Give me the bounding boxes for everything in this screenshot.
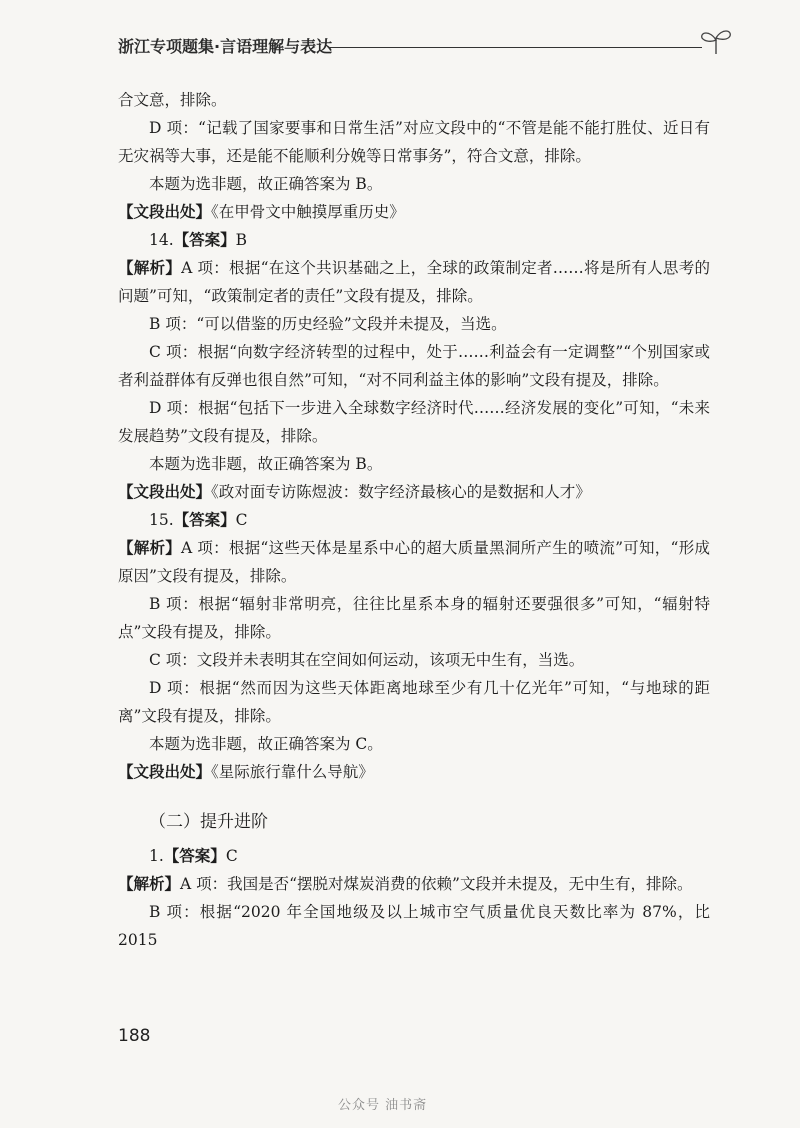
answer-label: 【答案】 bbox=[173, 511, 236, 529]
page-number: 188 bbox=[118, 1026, 151, 1046]
source-title: 《星际旅行靠什么导航》 bbox=[211, 763, 374, 781]
analysis-text: A 项：根据“这些天体是星系中心的超大质量黑洞所产生的喷流”可知，“形成原因”文段有提及，排除。 bbox=[118, 539, 710, 585]
question-number: 1. bbox=[149, 847, 164, 865]
paragraph: C 项：根据“向数字经济转型的过程中，处于……利益会有一定调整”“个别国家或者利益群体有反弹也很自然”可知，“对不同利益主体的影响”文段有提及，排除。 bbox=[118, 343, 710, 389]
header-title: 浙江专项题集·言语理解与表达 bbox=[118, 37, 333, 56]
source-line bbox=[118, 198, 710, 226]
paragraph: 本题为选非题，故正确答案为 C。 bbox=[149, 735, 383, 753]
paragraph: 合文意，排除。 bbox=[118, 91, 227, 109]
paragraph: 本题为选非题，故正确答案为 B。 bbox=[149, 175, 383, 193]
analysis-label: 【解析】 bbox=[118, 259, 182, 277]
answer-value: B bbox=[235, 231, 248, 249]
source-title: 《在甲骨文中触摸厚重历史》 bbox=[211, 203, 405, 221]
section-heading: （二）提升进阶 bbox=[149, 812, 268, 832]
paragraph: B 项：根据“辐射非常明亮，往往比星系本身的辐射还要强很多”可知，“辐射特点”文段有提及，排除。 bbox=[118, 595, 710, 641]
analysis-line bbox=[118, 254, 710, 310]
paragraph: B 项：“可以借鉴的历史经验”文段并未提及，当选。 bbox=[149, 315, 507, 333]
answer-label: 【答案】 bbox=[173, 231, 236, 249]
answer-line bbox=[118, 842, 710, 870]
paragraph: D 项：根据“然而因为这些天体距离地球至少有几十亿光年”可知，“与地球的距离”文段有提及，排除。 bbox=[118, 679, 710, 725]
answer-line bbox=[118, 226, 710, 254]
watermark-stamp: 公众号 油书斋 bbox=[338, 1098, 428, 1113]
source-label: 【文段出处】 bbox=[118, 203, 212, 221]
paragraph: D 项：“记载了国家要事和日常生活”对应文段中的“不管是能不能打胜仗、近日有无灾祸等大事，还是能不能顺利分娩等日常事务”，符合文意，排除。 bbox=[118, 119, 710, 165]
source-label: 【文段出处】 bbox=[118, 483, 212, 501]
header-rule bbox=[328, 47, 702, 48]
answer-value: C bbox=[235, 511, 248, 529]
analysis-line bbox=[118, 534, 710, 590]
source-label: 【文段出处】 bbox=[118, 763, 212, 781]
page-content bbox=[118, 86, 710, 954]
question-number: 15. bbox=[149, 511, 174, 529]
sprout-icon bbox=[696, 26, 736, 56]
source-line bbox=[118, 758, 710, 786]
paragraph: B 项：根据“2020 年全国地级及以上城市空气质量优良天数比率为 87%，比 2015 bbox=[118, 903, 710, 949]
answer-value: C bbox=[225, 847, 238, 865]
analysis-text: A 项：我国是否“摆脱对煤炭消费的依赖”文段并未提及，无中生有，排除。 bbox=[180, 875, 693, 893]
answer-label: 【答案】 bbox=[163, 847, 226, 865]
analysis-label: 【解析】 bbox=[118, 539, 182, 557]
analysis-line bbox=[118, 870, 710, 898]
analysis-text: A 项：根据“在这个共识基础之上，全球的政策制定者……将是所有人思考的问题”可知，“政策制定者的责任”文段有提及，排除。 bbox=[118, 259, 710, 305]
source-title: 《政对面专访陈煜波：数字经济最核心的是数据和人才》 bbox=[211, 483, 591, 501]
analysis-label: 【解析】 bbox=[118, 875, 181, 893]
source-line bbox=[118, 478, 710, 506]
paragraph: 本题为选非题，故正确答案为 B。 bbox=[149, 455, 383, 473]
answer-line bbox=[118, 506, 710, 534]
paragraph: C 项：文段并未表明其在空间如何运动，该项无中生有，当选。 bbox=[149, 651, 585, 669]
question-number: 14. bbox=[149, 231, 174, 249]
paragraph: D 项：根据“包括下一步进入全球数字经济时代……经济发展的变化”可知，“未来发展趋势”文段有提及，排除。 bbox=[118, 399, 710, 445]
running-header bbox=[118, 30, 718, 60]
